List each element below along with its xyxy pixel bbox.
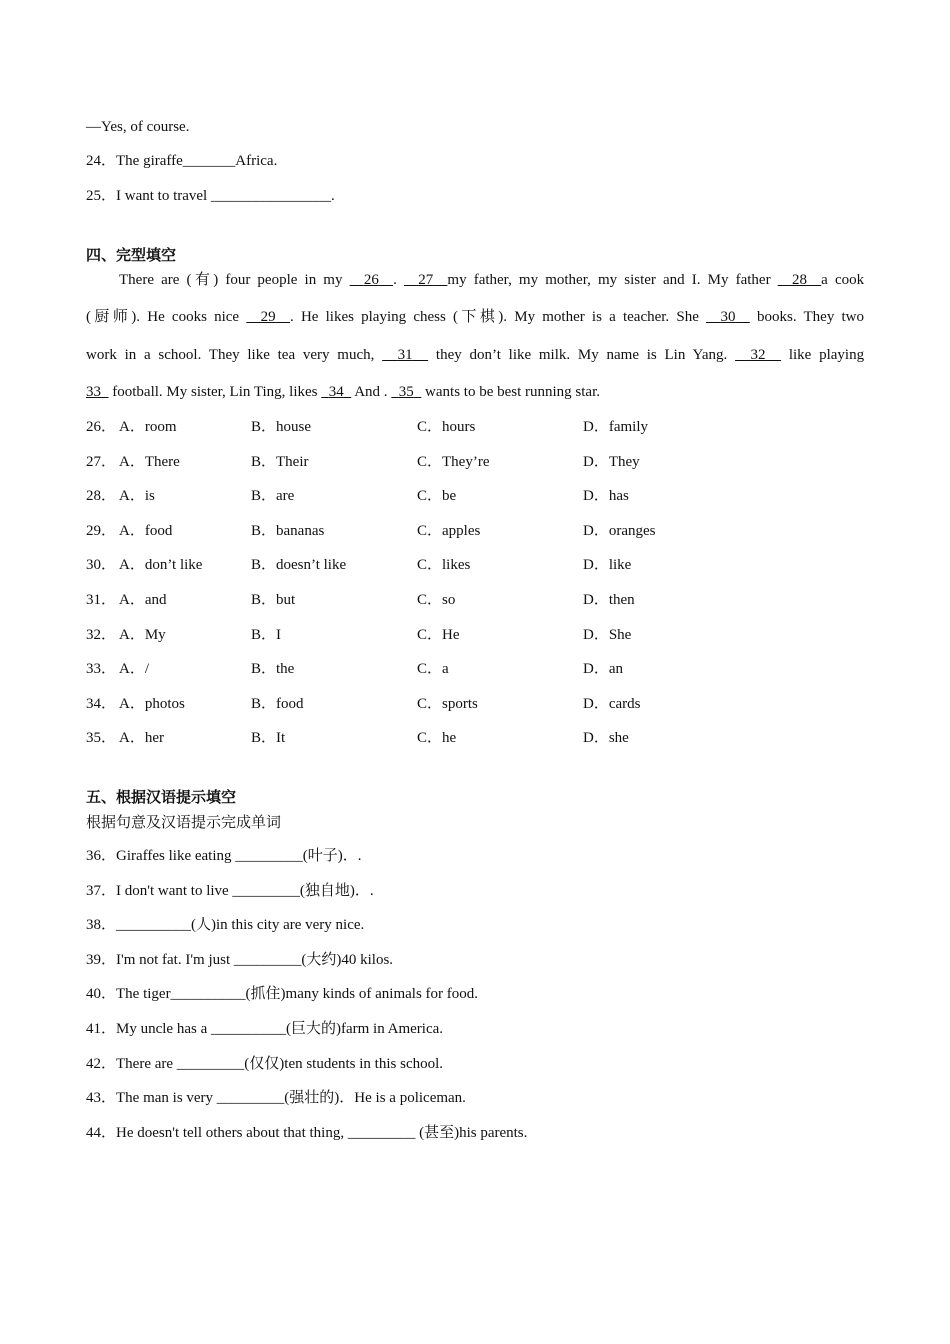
- option-c[interactable]: C．apples: [417, 522, 481, 539]
- option-a[interactable]: A．food: [119, 522, 173, 539]
- option-c[interactable]: C．He: [417, 626, 460, 643]
- option-row: [86, 555, 864, 575]
- option-a[interactable]: A．is: [119, 488, 155, 505]
- fill-blank-item: 43．The man is very _________(强壮的)．He is a policeman.: [86, 1090, 466, 1107]
- option-row: [86, 452, 864, 472]
- fill-blank-item: 41．My uncle has a __________(巨大的)farm in America.: [86, 1021, 444, 1037]
- question-24: 24．The giraffe_______Africa.: [86, 153, 278, 169]
- question-number: 34．: [86, 695, 117, 712]
- question-number: 28．: [86, 488, 117, 505]
- fill-blank-item: 36．Giraffes like eating _________(叶子)．.: [86, 848, 362, 864]
- option-c[interactable]: C．be: [417, 488, 457, 505]
- option-c[interactable]: C．so: [417, 592, 456, 608]
- option-a[interactable]: A．her: [119, 730, 164, 747]
- question-25: 25．I want to travel ________________.: [86, 188, 335, 204]
- option-row: [86, 659, 864, 679]
- question-number: 26．: [86, 419, 117, 435]
- option-c[interactable]: C．sports: [417, 695, 478, 712]
- question-number: 33．: [86, 661, 117, 678]
- option-row: [86, 590, 864, 610]
- section-5-heading: 五、根据汉语提示填空: [86, 788, 237, 806]
- option-row: [86, 625, 864, 645]
- passage-line-3: work in a school. They like tea very much, 31 they don’t like milk. My name is Lin Yang. 32 like playing: [86, 347, 865, 363]
- option-a[interactable]: A．room: [119, 419, 177, 435]
- option-c[interactable]: C．hours: [417, 419, 476, 435]
- option-d[interactable]: D．cards: [583, 695, 641, 712]
- question-number: 31．: [86, 592, 117, 608]
- section-5-subheading: 根据句意及汉语提示完成单词: [86, 813, 282, 831]
- option-d[interactable]: D．She: [583, 626, 632, 643]
- fill-blank-item: 37．I don't want to live _________(独自地)．.: [86, 882, 374, 899]
- option-d[interactable]: D．oranges: [583, 522, 656, 539]
- option-b[interactable]: B．Their: [251, 453, 309, 470]
- question-number: 30．: [86, 557, 117, 574]
- option-c[interactable]: C．a: [417, 661, 449, 678]
- option-a[interactable]: A．don’t like: [119, 557, 203, 574]
- passage-line-2: (厨师). He cooks nice 29 . He likes playing chess (下棋). My mother is a teacher. She 30 books. They two: [86, 309, 865, 325]
- question-number: 32．: [86, 626, 117, 643]
- question-number: 27．: [86, 453, 117, 470]
- option-row: [86, 521, 864, 541]
- option-d[interactable]: D．she: [583, 730, 629, 747]
- option-b[interactable]: B．doesn’t like: [251, 557, 347, 574]
- option-a[interactable]: A．My: [119, 626, 166, 643]
- passage-line-4: 33 football. My sister, Lin Ting, likes 34 And . 35 wants to be best running star.: [86, 384, 601, 400]
- option-c[interactable]: C．They’re: [417, 453, 490, 470]
- option-b[interactable]: B．are: [251, 488, 295, 505]
- fill-blank-item: 40．The tiger__________(抓住)many kinds of animals for food.: [86, 986, 479, 1003]
- option-row: [86, 417, 864, 437]
- option-d[interactable]: D．They: [583, 453, 640, 470]
- fill-blank-item: 42．There are _________(仅仅)ten students in this school.: [86, 1055, 444, 1072]
- fill-blank-item: 39．I'm not fat. I'm just _________(大约)40 kilos.: [86, 951, 394, 968]
- option-c[interactable]: C．he: [417, 730, 457, 747]
- option-row: [86, 728, 864, 748]
- option-b[interactable]: B．It: [251, 730, 286, 747]
- option-b[interactable]: B．I: [251, 626, 282, 643]
- passage-line-1: There are (有) four people in my 26 . 27 my father, my mother, my sister and I. My father 28 a cook: [119, 272, 865, 288]
- option-row: [86, 694, 864, 714]
- fill-blank-item: 44．He doesn't tell others about that thing, _________ (甚至)his parents.: [86, 1124, 528, 1141]
- section-4-heading: 四、完型填空: [86, 246, 177, 264]
- question-number: 35．: [86, 730, 117, 747]
- option-b[interactable]: B．the: [251, 661, 295, 678]
- option-a[interactable]: A．photos: [119, 695, 185, 712]
- option-a[interactable]: A．and: [119, 592, 167, 608]
- question-number: 29．: [86, 522, 117, 539]
- option-b[interactable]: B．food: [251, 695, 304, 712]
- option-a[interactable]: A．/: [119, 661, 150, 678]
- option-d[interactable]: D．an: [583, 661, 623, 678]
- option-b[interactable]: B．house: [251, 419, 312, 435]
- option-d[interactable]: D．family: [583, 419, 648, 435]
- option-b[interactable]: B．but: [251, 592, 296, 608]
- option-b[interactable]: B．bananas: [251, 522, 325, 539]
- option-d[interactable]: D．like: [583, 557, 632, 574]
- option-d[interactable]: D．has: [583, 488, 629, 505]
- answer-line: —Yes, of course.: [86, 119, 190, 135]
- option-row: [86, 486, 864, 506]
- option-d[interactable]: D．then: [583, 592, 635, 608]
- option-c[interactable]: C．likes: [417, 557, 471, 574]
- option-a[interactable]: A．There: [119, 453, 180, 470]
- fill-blank-item: 38．__________(人)in this city are very nice.: [86, 917, 365, 934]
